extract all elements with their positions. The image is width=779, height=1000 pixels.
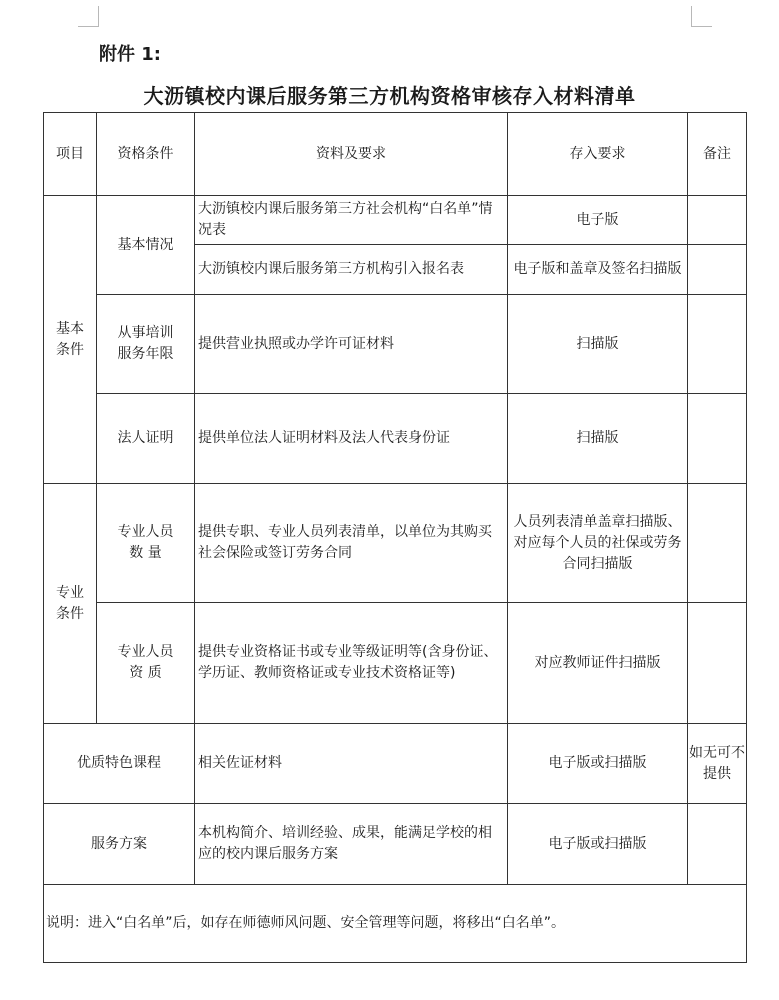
materials-table <box>43 112 747 963</box>
plan-remark <box>688 804 747 885</box>
group-basic: 基本 条件 <box>44 196 97 484</box>
page-corner-mark-right <box>691 6 712 27</box>
staff-quality-remark <box>688 603 747 724</box>
years-deposit: 扫描版 <box>508 295 688 394</box>
plan-deposit: 电子版或扫描版 <box>508 804 688 885</box>
basic-info-remark-1 <box>688 196 747 245</box>
course-remark: 如无可不提供 <box>688 724 747 804</box>
table-row <box>44 196 747 245</box>
plan-label: 服务方案 <box>44 804 195 885</box>
table-row <box>44 804 747 885</box>
plan-material: 本机构简介、培训经验、成果，能满足学校的相应的校内课后服务方案 <box>195 804 508 885</box>
table-header-row <box>44 113 747 196</box>
header-materials: 资料及要求 <box>195 113 508 196</box>
page-corner-mark-left <box>78 6 99 27</box>
table-row <box>44 484 747 603</box>
header-remark: 备注 <box>688 113 747 196</box>
header-qualification: 资格条件 <box>97 113 195 196</box>
legal-material: 提供单位法人证明材料及法人代表身份证 <box>195 394 508 484</box>
header-item: 项目 <box>44 113 97 196</box>
staff-quality-material: 提供专业资格证书或专业等级证明等(含身份证、学历证、教师资格证或专业技术资格证等) <box>195 603 508 724</box>
staff-quality-label: 专业人员 资 质 <box>97 603 195 724</box>
legal-deposit: 扫描版 <box>508 394 688 484</box>
note-row <box>44 885 747 963</box>
document-title: 大沥镇校内课后服务第三方机构资格审核存入材料清单 <box>143 84 636 108</box>
legal-remark <box>688 394 747 484</box>
table-row <box>44 295 747 394</box>
staff-count-material: 提供专职、专业人员列表清单，以单位为其购买社会保险或签订劳务合同 <box>195 484 508 603</box>
staff-count-label: 专业人员 数 量 <box>97 484 195 603</box>
years-remark <box>688 295 747 394</box>
basic-info-material-2: 大沥镇校内课后服务第三方机构引入报名表 <box>195 245 508 295</box>
staff-quality-deposit: 对应教师证件扫描版 <box>508 603 688 724</box>
staff-count-deposit: 人员列表清单盖章扫描版、对应每个人员的社保或劳务合同扫描版 <box>508 484 688 603</box>
course-material: 相关佐证材料 <box>195 724 508 804</box>
table-row <box>44 603 747 724</box>
basic-info-deposit-2: 电子版和盖章及签名扫描版 <box>508 245 688 295</box>
table-row <box>44 394 747 484</box>
years-material: 提供营业执照或办学许可证材料 <box>195 295 508 394</box>
course-label: 优质特色课程 <box>44 724 195 804</box>
table-note: 说明：进入“白名单”后，如存在师德师风问题、安全管理等问题，将移出“白名单”。 <box>44 885 747 963</box>
staff-count-remark <box>688 484 747 603</box>
header-deposit: 存入要求 <box>508 113 688 196</box>
basic-info-material-1: 大沥镇校内课后服务第三方社会机构“白名单”情况表 <box>195 196 508 245</box>
group-professional: 专业 条件 <box>44 484 97 724</box>
basic-info-label: 基本情况 <box>97 196 195 295</box>
basic-info-remark-2 <box>688 245 747 295</box>
course-deposit: 电子版或扫描版 <box>508 724 688 804</box>
basic-info-deposit-1: 电子版 <box>508 196 688 245</box>
attachment-label: 附件 1: <box>99 44 161 65</box>
years-label: 从事培训 服务年限 <box>97 295 195 394</box>
legal-label: 法人证明 <box>97 394 195 484</box>
table-row <box>44 724 747 804</box>
